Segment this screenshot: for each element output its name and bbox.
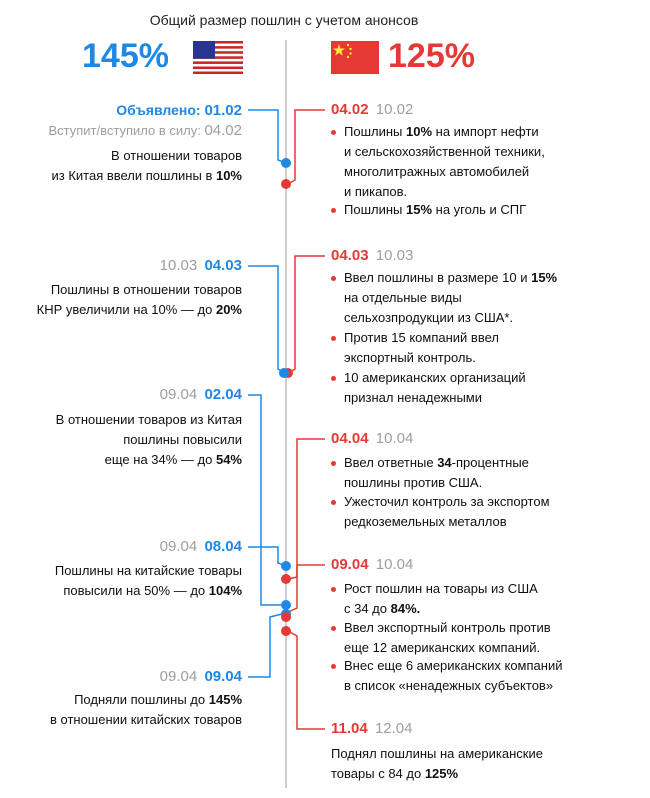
china-event-4-bullet-3: Внес еще 6 американских компаний в список «ненадежных субъектов» xyxy=(344,658,563,693)
usa-dot-1 xyxy=(281,158,291,168)
bullet-dot xyxy=(331,664,336,669)
china-event-4-bullet-1: Рост пошлин на товары из США с 34 до 84%. xyxy=(344,581,538,616)
china-connector-3 xyxy=(288,439,325,612)
bullet-dot xyxy=(331,276,336,281)
usa-event-2-dates: 10.03 04.03 xyxy=(159,257,242,274)
usa-total: 145% xyxy=(82,37,169,75)
usa-event-4-text: Пошлины на китайские товары повысили на 50% — до 104% xyxy=(54,563,242,598)
bullet-dot xyxy=(331,461,336,466)
usa-event-3-dates: 09.04 02.04 xyxy=(159,386,242,403)
china-dot-4 xyxy=(281,574,291,584)
china-dot-3 xyxy=(281,612,291,622)
usa-event-5-dates: 09.04 09.04 xyxy=(159,668,242,685)
china-event-1-bullet-2: Пошлины 15% на уголь и СПГ xyxy=(344,202,527,217)
usa-event-1-effective: Вступит/вступило в силу: 04.02 xyxy=(48,122,242,139)
usa-connector-3 xyxy=(248,395,286,605)
china-event-2-bullet-1: Ввел пошлины в размере 10 и 15% на отдельные виды сельхозпродукции из США*. xyxy=(344,270,558,325)
usa-dot-3 xyxy=(281,600,291,610)
china-connector-5 xyxy=(288,631,325,729)
usa-event-1-announced: Объявлено: 01.02 xyxy=(116,102,242,119)
bullet-dot xyxy=(331,626,336,631)
usa-dot-4 xyxy=(281,561,291,571)
usa-connector-2 xyxy=(248,266,284,373)
china-connector-4 xyxy=(288,565,325,579)
china-event-5-dates: 11.04 12.04 xyxy=(331,720,413,737)
chart-title: Общий размер пошлин с учетом анонсов xyxy=(149,12,419,28)
bullet-dot xyxy=(331,500,336,505)
bullet-dot xyxy=(331,376,336,381)
china-event-3-bullet-2: Ужесточил контроль за экспортом редкоземельных металлов xyxy=(344,494,550,529)
china-connector-1 xyxy=(288,110,325,184)
usa-connector-4 xyxy=(248,547,286,566)
bullet-dot xyxy=(331,130,336,135)
china-event-2-bullet-3: 10 американских организаций признал ненадежными xyxy=(344,370,526,405)
usa-flag-icon xyxy=(193,41,243,74)
usa-event-5-text: Подняли пошлины до 145% в отношении китайских товаров xyxy=(49,692,242,727)
china-event-1-bullet-1: Пошлины 10% на импорт нефти и сельскохозяйственной техники, многолитражных автомобилей и пикапов. xyxy=(344,124,545,199)
bullet-dot xyxy=(331,336,336,341)
china-connector-2 xyxy=(288,256,325,373)
bullet-dot xyxy=(331,208,336,213)
china-dot-1 xyxy=(281,179,291,189)
china-total: 125% xyxy=(388,37,475,75)
usa-event-4-dates: 09.04 08.04 xyxy=(159,538,242,555)
bullet-dot xyxy=(331,587,336,592)
china-flag-icon xyxy=(331,41,379,74)
china-dot-5 xyxy=(281,626,291,636)
china-event-2-dates: 04.03 10.03 xyxy=(331,247,414,264)
usa-connector-5 xyxy=(248,613,286,677)
usa-event-3-text: В отношении товаров из Китая пошлины повысили еще на 34% — до 54% xyxy=(55,412,242,467)
china-event-3-dates: 04.04 10.04 xyxy=(331,430,414,447)
china-event-3-bullet-1: Ввел ответные 34-процентные пошлины против США. xyxy=(344,455,529,490)
china-event-4-bullet-2: Ввел экспортный контроль против еще 12 американских компаний. xyxy=(344,620,551,655)
usa-event-1-text: В отношении товаров из Китая ввели пошлины в 10% xyxy=(51,148,242,183)
china-event-4-dates: 09.04 10.04 xyxy=(331,556,414,573)
china-event-5-text: Поднял пошлины на американские товары с 84 до 125% xyxy=(331,746,543,781)
usa-dot-2 xyxy=(279,368,289,378)
china-event-2-bullet-2: Против 15 компаний ввел экспортный контроль. xyxy=(344,330,499,365)
china-event-1-dates: 04.02 10.02 xyxy=(331,101,414,118)
usa-event-2-text: Пошлины в отношении товаров КНР увеличили на 10% — до 20% xyxy=(36,282,242,317)
usa-connector-1 xyxy=(248,110,286,163)
